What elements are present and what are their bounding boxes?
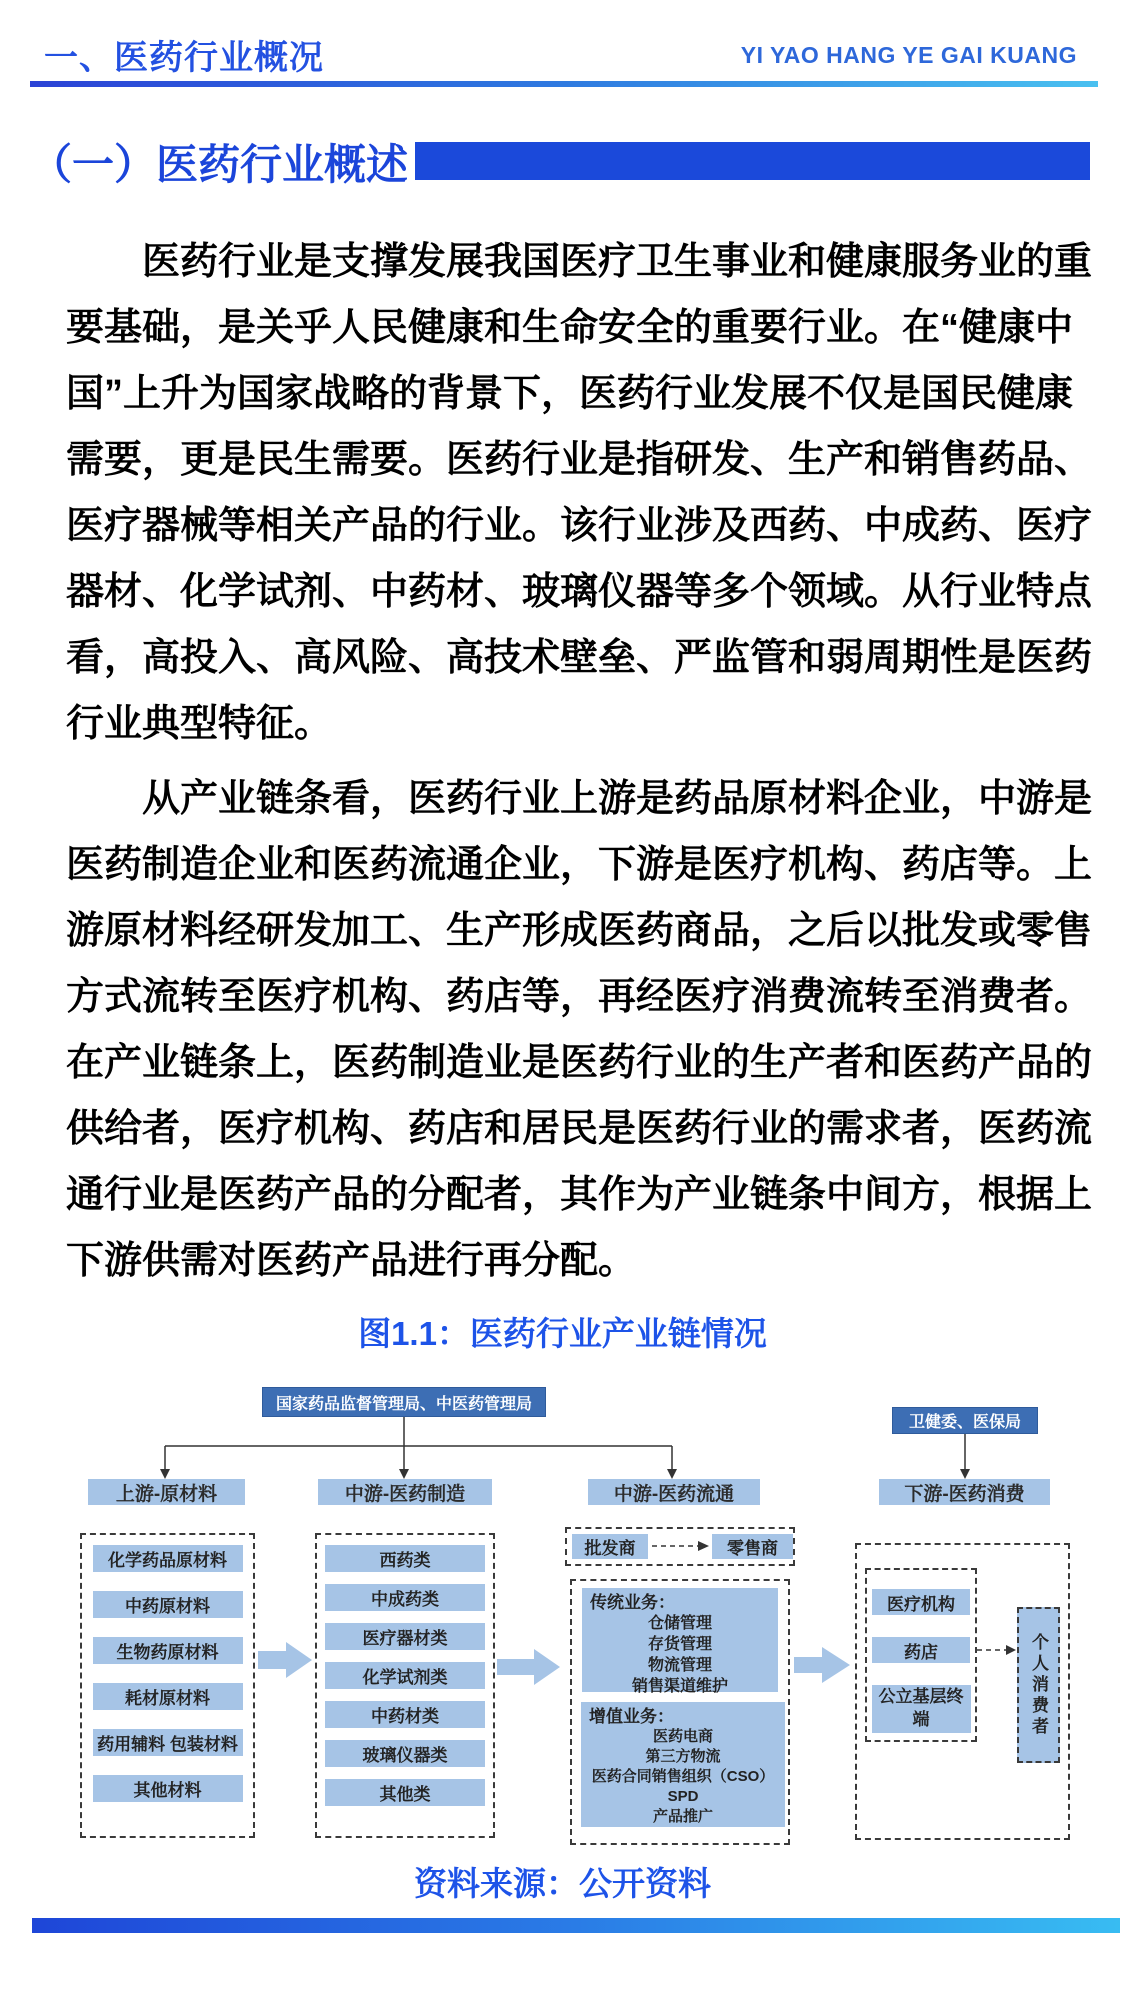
upstream-item: 生物药原材料 (93, 1637, 243, 1664)
body-text-line: 下游供需对医药产品进行再分配。 (66, 1240, 637, 1282)
manufacturing-group (315, 1533, 495, 1838)
manufacturing-item: 中成药类 (325, 1584, 485, 1611)
connector-lines (165, 1417, 965, 1469)
upstream-item: 耗材原材料 (93, 1683, 243, 1710)
column-header-upstream: 上游-原材料 (88, 1479, 245, 1505)
traditional-business-box (582, 1588, 778, 1695)
body-text-line: 供给者，医疗机构、药店和居民是医药行业的需求者，医药流 (66, 1108, 1093, 1150)
body-text-line: 国”上升为国家战略的背景下，医药行业发展不仅是国民健康 (66, 373, 1074, 415)
value-added-business-item: SPD (667, 1788, 699, 1805)
paragraph-2 (66, 766, 1093, 1294)
manufacturing-item: 医疗器材类 (325, 1623, 485, 1650)
manufacturing-item: 其他类 (325, 1779, 485, 1806)
column-header-distribution: 中游-医药流通 (588, 1479, 760, 1505)
value-added-business-box (581, 1702, 785, 1827)
manufacturing-item: 中药材类 (325, 1701, 485, 1728)
value-added-business-item: 第三方物流 (645, 1748, 721, 1765)
terminal-group (865, 1568, 977, 1742)
upstream-group (80, 1533, 255, 1838)
regulator-box-nmpa: 国家药品监督管理局、中医药管理局 (262, 1387, 546, 1417)
individual-consumer-box: 个人消费者 (1017, 1607, 1060, 1763)
column-header-manufacturing: 中游-医药制造 (318, 1479, 492, 1505)
body-text-line: 器材、化学试剂、中药材、玻璃仪器等多个领域。从行业特点 (66, 571, 1093, 613)
body-text-line: 医疗器械等相关产品的行业。该行业涉及西药、中成药、医疗 (66, 505, 1093, 547)
flow-arrow-icon (497, 1649, 560, 1685)
value-added-business-item: 医药电商 (652, 1728, 713, 1745)
manufacturing-item-list (317, 1535, 493, 1806)
arrow-down-icon (667, 1469, 677, 1479)
wholesaler-box: 批发商 (572, 1534, 648, 1559)
data-source-caption: 资料来源：公开资料 (414, 1865, 711, 1902)
terminal-item: 公立基层终端 (872, 1685, 971, 1733)
value-added-business-title: 增值业务： (589, 1707, 674, 1726)
figure-caption: 图1.1：医药行业产业链情况 (358, 1315, 767, 1352)
flow-arrow-icon (258, 1642, 312, 1678)
retailer-box: 零售商 (712, 1534, 793, 1559)
terminal-item: 医疗机构 (872, 1589, 970, 1615)
column-header-consumption: 下游-医药消费 (879, 1479, 1050, 1505)
body-text-line: 行业典型特征。 (66, 703, 333, 745)
traditional-business-item: 销售渠道维护 (631, 1678, 728, 1695)
section-title-bar (415, 142, 1090, 180)
page-title: 一、医药行业概况 (44, 39, 324, 77)
flow-arrow-icon (794, 1647, 850, 1683)
terminal-item-list (867, 1570, 975, 1733)
value-added-business-item: 医药合同销售组织（CSO） (591, 1768, 775, 1785)
body-text-line: 要基础，是关乎人民健康和生命安全的重要行业。在“健康中 (66, 307, 1074, 349)
regulator-box-nhc: 卫健委、医保局 (892, 1407, 1038, 1434)
body-text-line: 需要，更是民生需要。医药行业是指研发、生产和销售药品、 (66, 439, 1093, 481)
footer-rule (32, 1918, 1120, 1933)
header-pinyin: YI YAO HANG YE GAI KUANG (740, 42, 1077, 68)
body-text-line: 医药制造企业和医药流通企业，下游是医疗机构、药店等。上 (66, 844, 1093, 886)
manufacturing-item: 化学试剂类 (325, 1662, 485, 1689)
manufacturing-item: 西药类 (325, 1545, 485, 1572)
body-text-line: 方式流转至医疗机构、药店等，再经医疗消费流转至消费者。 (66, 976, 1093, 1018)
body-text-line: 通行业是医药产品的分配者，其作为产业链条中间方，根据上 (66, 1174, 1093, 1216)
terminal-item: 药店 (872, 1637, 970, 1663)
traditional-business-item: 仓储管理 (647, 1615, 712, 1632)
manufacturing-item: 玻璃仪器类 (325, 1740, 485, 1767)
body-text-line: 从产业链条看，医药行业上游是药品原材料企业，中游是 (142, 778, 1093, 820)
header-rule (30, 81, 1098, 87)
upstream-item-list (82, 1535, 253, 1802)
body-text-line: 在产业链条上，医药制造业是医药行业的生产者和医药产品的 (66, 1042, 1093, 1084)
distribution-business-group (570, 1579, 790, 1845)
body-text-line: 医药行业是支撑发展我国医疗卫生事业和健康服务业的重 (142, 241, 1093, 283)
section-title: （一）医药行业概述 (30, 141, 409, 188)
traditional-business-item: 物流管理 (647, 1657, 712, 1674)
value-added-business-item: 产品推广 (652, 1808, 713, 1825)
traditional-business-item: 存货管理 (647, 1636, 712, 1653)
upstream-item: 中药原材料 (93, 1591, 243, 1618)
industry-chain-diagram (60, 1372, 1070, 1854)
value-added-business-list (589, 1727, 777, 1827)
body-text-line: 游原材料经研发加工、生产形成医药商品，之后以批发或零售 (66, 910, 1093, 952)
upstream-item: 化学药品原材料 (93, 1545, 243, 1572)
upstream-item: 药用辅料 包装材料 (93, 1729, 243, 1756)
traditional-business-list (590, 1613, 770, 1697)
paragraph-1 (66, 229, 1093, 757)
upstream-item: 其他材料 (93, 1775, 243, 1802)
body-text-line: 看，高投入、高风险、高技术壁垒、严监管和弱周期性是医药 (66, 637, 1093, 679)
traditional-business-title: 传统业务： (590, 1593, 675, 1612)
arrow-down-icon (160, 1469, 170, 1479)
arrow-down-icon (399, 1469, 409, 1479)
arrow-down-icon (960, 1469, 970, 1479)
